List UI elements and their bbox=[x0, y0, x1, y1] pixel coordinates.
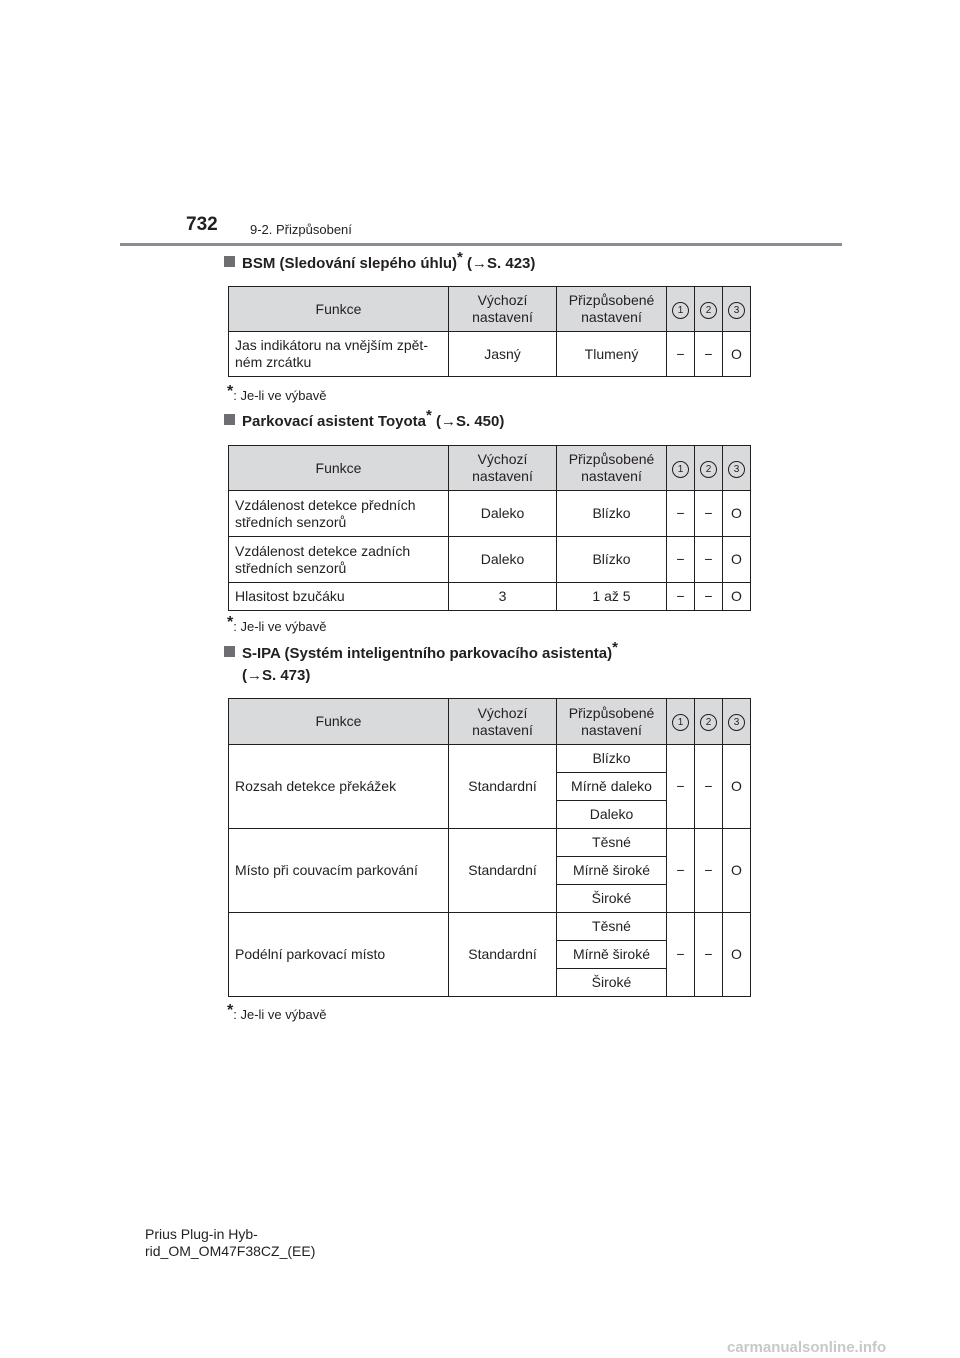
table-bsm bbox=[228, 286, 751, 377]
table-row: Místo při couvacím parkování Standardní Těsné − − O bbox=[229, 829, 751, 857]
section-heading-parking-assist: Parkovací asistent Toyota* (→S. 450) bbox=[224, 411, 504, 433]
square-bullet-icon bbox=[224, 646, 235, 657]
circled-2-icon: 2 bbox=[700, 302, 717, 319]
col-header-funkce: Funkce bbox=[229, 446, 449, 491]
circled-2-icon: 2 bbox=[700, 461, 717, 478]
table-row: Široké bbox=[229, 969, 751, 997]
col-header-funkce: Funkce bbox=[229, 287, 449, 332]
table-row: Široké bbox=[229, 885, 751, 913]
square-bullet-icon bbox=[224, 256, 235, 267]
section-heading-bsm: BSM (Sledování slepého úhlu)* (→S. 423) bbox=[224, 253, 535, 275]
table-row: Podélní parkovací místo Standardní Těsné − − O bbox=[229, 913, 751, 941]
circled-3-icon: 3 bbox=[728, 461, 745, 478]
chapter-title: 9-2. Přizpůsobení bbox=[250, 222, 352, 237]
circled-1-icon: 1 bbox=[672, 302, 689, 319]
circled-3-icon: 3 bbox=[728, 302, 745, 319]
table-row: Daleko bbox=[229, 801, 751, 829]
page-number: 732 bbox=[186, 214, 218, 235]
table-row: Mírně široké bbox=[229, 941, 751, 969]
section-heading-s-ipa: S-IPA (Systém inteligentního parkovacího asistenta)* (→S. 473) bbox=[224, 643, 618, 687]
circled-1-icon: 1 bbox=[672, 714, 689, 731]
col-header-default: Výchozí nastavení bbox=[449, 446, 557, 491]
square-bullet-icon bbox=[224, 414, 235, 425]
table-row: Jas indikátoru na vnějším zpět-ném zrcátku Jasný Tlumený − − O bbox=[229, 332, 751, 377]
col-header-custom: Přizpůsobené nastavení bbox=[557, 699, 667, 745]
table-row: Mírně daleko bbox=[229, 773, 751, 801]
table-row: Mírně široké bbox=[229, 857, 751, 885]
table-s-ipa bbox=[228, 698, 751, 997]
table-row: Vzdálenost detekce předních středních senzorů Daleko Blízko − − O bbox=[229, 491, 751, 537]
footnote: *: Je-li ve výbavě bbox=[227, 383, 327, 403]
table-row: Hlasitost bzučáku 3 1 až 5 − − O bbox=[229, 583, 751, 611]
footer-line-2: rid_OM_OM47F38CZ_(EE) bbox=[145, 1243, 316, 1259]
header-rule bbox=[120, 243, 842, 246]
col-header-custom: Přizpůsobené nastavení bbox=[557, 287, 667, 332]
table-header-row bbox=[229, 287, 751, 332]
circled-2-icon: 2 bbox=[700, 714, 717, 731]
col-header-default: Výchozí nastavení bbox=[449, 699, 557, 745]
table-row: Vzdálenost detekce zadních středních senzorů Daleko Blízko − − O bbox=[229, 537, 751, 583]
footnote: *: Je-li ve výbavě bbox=[227, 1002, 327, 1022]
circled-3-icon: 3 bbox=[728, 714, 745, 731]
table-header-row bbox=[229, 699, 751, 745]
col-header-custom: Přizpůsobené nastavení bbox=[557, 446, 667, 491]
watermark: carmanualsonline.info bbox=[727, 1339, 887, 1356]
circled-1-icon: 1 bbox=[672, 461, 689, 478]
col-header-funkce: Funkce bbox=[229, 699, 449, 745]
table-row: Rozsah detekce překážek Standardní Blízko − − O bbox=[229, 745, 751, 773]
table-header-row bbox=[229, 446, 751, 491]
footnote: *: Je-li ve výbavě bbox=[227, 614, 327, 634]
col-header-default: Výchozí nastavení bbox=[449, 287, 557, 332]
footer-line-1: Prius Plug-in Hyb- bbox=[145, 1226, 258, 1242]
table-parking-assist bbox=[228, 445, 751, 611]
